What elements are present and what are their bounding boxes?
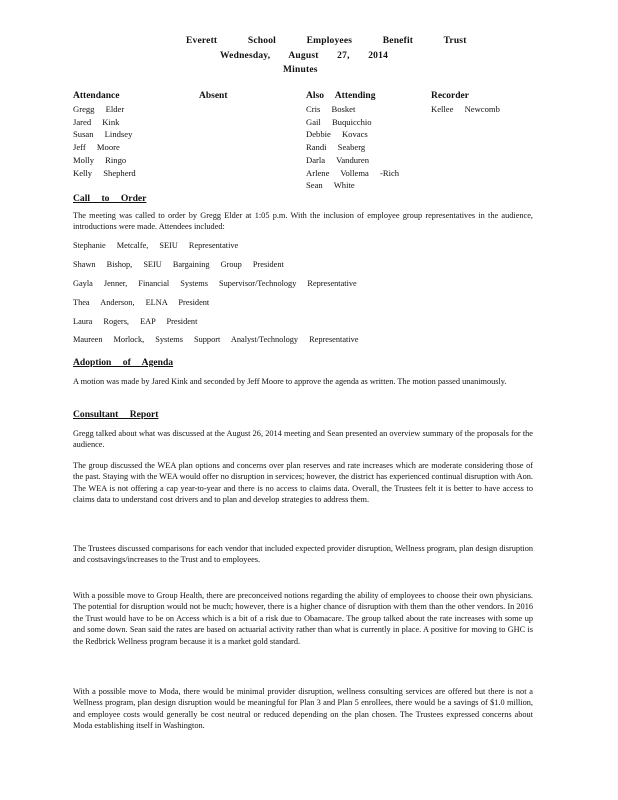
attendee-name: Jeff Moore — [73, 142, 120, 153]
recorder-list — [431, 103, 500, 116]
attendance-list — [73, 103, 136, 179]
consultant-report-paragraph: The Trustees discussed comparisons for each vendor that included expected provider disruption, Wellness program, plan design disruption and costsavings/increases to the Trust and to employees. — [73, 544, 533, 565]
consultant-report-paragraph: With a possible move to Moda, there would be minimal provider disruption, wellness consulting services are offered but there is not a Wellness program, plan design disruption would be meaningful for Plan 3 and Plan 5 enrollees, there would be a savings of $1.0 million, and employee costs would generally be cost neutral or reduced depending on the plan chosen. The Trustees expressed concerns about Moda establishing itself in Washington. — [73, 687, 533, 731]
recorder-heading: Recorder — [431, 91, 469, 101]
also-attending-name: Sean White — [306, 180, 355, 191]
also-attending-name: Randi Seaberg — [306, 142, 366, 153]
document-title: Everett School Employees Benefit Trust — [186, 36, 467, 46]
attendance-heading: Attendance — [73, 91, 120, 101]
recorder-name: Kellee Newcomb — [431, 104, 500, 114]
attendee-line: Thea Anderson, ELNA President — [73, 298, 210, 307]
adoption-of-agenda-text: A motion was made by Jared Kink and seconded by Jeff Moore to approve the agenda as written. The motion passed unanimously. — [73, 377, 507, 386]
also-attending-list — [306, 103, 399, 192]
attendee-line: Gayla Jenner, Financial Systems Supervisor/Technology Representative — [73, 279, 357, 288]
attendee-name: Jared Kink — [73, 116, 120, 127]
also-attending-name: Gail Buquicchio — [306, 116, 372, 127]
also-attending-name: Debbie Kovacs — [306, 129, 368, 140]
attendee-name: Susan Lindsey — [73, 129, 133, 140]
also-attending-heading: Also Attending — [306, 91, 376, 101]
consultant-report-paragraph: With a possible move to Group Health, there are preconceived notions regarding the ability of employees to choose their own physicians. The potential for disruption would not be much; however, there is a higher chance of disruption with them than the other vendors. In 2016 the Trust would have to be on Access which is a bit of a risk due to Obamacare. The group talked about the rate increases with some up and some down. Sean said the rates are based on actuarial activity rather than what is currently in place. A positive for moving to GHC is the Redbrick Wellness program because it is a market gold standard. — [73, 591, 533, 646]
attendee-name: Molly Ringo — [73, 154, 127, 165]
consultant-report-paragraph: Gregg talked about what was discussed at the August 26, 2014 meeting and Sean presented an overview summary of the proposals for the audience. — [73, 429, 533, 450]
call-to-order-heading: Call to Order — [73, 193, 147, 204]
attendee-line: Stephanie Metcalfe, SEIU Representative — [73, 241, 239, 250]
also-attending-name: Arlene Vollema -Rich — [306, 167, 400, 178]
attendee-name: Gregg Elder — [73, 104, 125, 114]
document-subtitle: Minutes — [283, 65, 318, 75]
absent-heading: Absent — [199, 91, 228, 101]
also-attending-name: Cris Bosket — [306, 104, 356, 114]
attendee-name: Kelly Shepherd — [73, 167, 136, 178]
consultant-report-paragraph: The group discussed the WEA plan options and concerns over plan reserves and rate increases which are moderate considering those of the past. Staying with the WEA would offer no disruption in services; however, the district has experienced continual disruption with Aon. The WEA is not offering a cap year-to-year and there is no access to claims data. Overall, the Trustees felt it is better to have access to claims data to understand cost drivers and to plan and develop strategies to address them. — [73, 461, 533, 505]
attendee-line: Laura Rogers, EAP President — [73, 317, 198, 326]
attendee-line: Maureen Morlock, Systems Support Analyst/Technology Representative — [73, 335, 359, 344]
adoption-of-agenda-heading: Adoption of Agenda — [73, 357, 174, 368]
meeting-date: Wednesday, August 27, 2014 — [220, 51, 389, 61]
consultant-report-heading: Consultant Report — [73, 409, 159, 420]
attendee-line: Shawn Bishop, SEIU Bargaining Group President — [73, 260, 284, 269]
also-attending-name: Darla Vanduren — [306, 154, 370, 165]
call-to-order-intro: The meeting was called to order by Gregg Elder at 1:05 p.m. With the inclusion of employee group representatives in the audience, introductions were made. Attendees included: — [73, 211, 533, 232]
